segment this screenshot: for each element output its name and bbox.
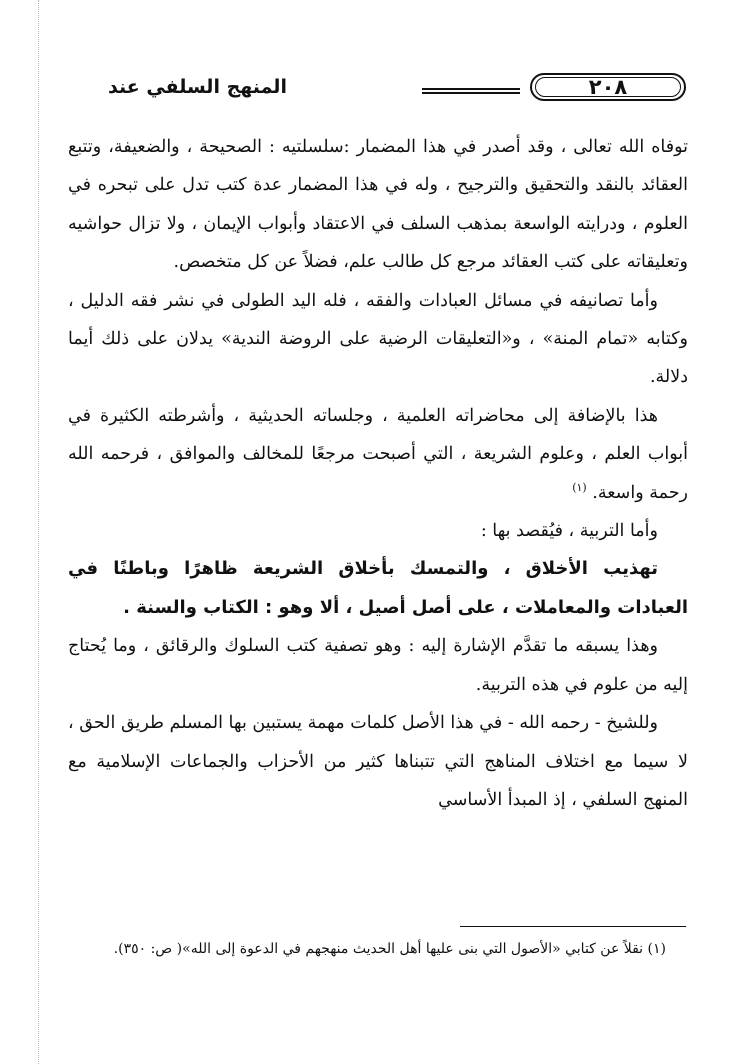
footnote-reference[interactable]: (١) xyxy=(572,480,587,494)
page-number-badge xyxy=(530,73,686,101)
paragraph-3-text: هذا بالإضافة إلى محاضراته العلمية ، وجلساته الحديثية ، وأشرطته الكثيرة في أبواب العلم ، وعلوم الشريعة ، التي أصبحت مرجعًا للمخالف والموافق ، فرحمه الله رحمة واسعة. xyxy=(68,405,688,503)
page-header xyxy=(86,72,690,108)
running-title: المنهج السلفي عند xyxy=(108,76,287,98)
paragraph-7: وللشيخ - رحمه الله - في هذا الأصل كلمات مهمة يستبين بها المسلم طريق الحق ، لا سيما مع اختلاف المناهج التي تتبناها كثير من الأحزاب والجماعات الإسلامية مع المنهج السلفي ، إذ المبدأ الأساسي xyxy=(68,713,688,810)
main-text xyxy=(68,128,688,819)
paragraph-4: وأما التربية ، فيُقصد بها : xyxy=(480,521,658,542)
footnote-text: (١) نقلاً عن كتابي «الأصول التي بنى عليها أهل الحديث منهجهم في الدعوة إلى الله»( ص: ٣٥٠). xyxy=(113,941,666,957)
paragraph-2: وأما تصانيفه في مسائل العبادات والفقه ، فله اليد الطولى في نشر فقه الدليل ، وكتابه «تمام المنة» ، و«التعليقات الرضية على الروضة الندية» يدلان على ذلك أيما دلالة. xyxy=(68,290,688,388)
footnote xyxy=(68,934,688,964)
header-rule-right xyxy=(422,88,520,94)
paragraph-5-bold: تهذيب الأخلاق ، والتمسك بأخلاق الشريعة ظاهرًا وباطنًا في العبادات والمعاملات ، على أصل أصيل ، ألا وهو : الكتاب والسنة . xyxy=(68,558,688,618)
paragraph-6: وهذا يسبقه ما تقدَّم الإشارة إليه : وهو تصفية كتب السلوك والرقائق ، وما يُحتاج إليه من علوم في هذه التربية. xyxy=(68,636,688,695)
margin-dotted-rule xyxy=(38,0,39,1064)
page-number: ٢٠٨ xyxy=(588,75,628,99)
paragraph-1: توفاه الله تعالى ، وقد أصدر في هذا المضمار :سلسلتيه : الصحيحة ، والضعيفة، وتتبع العقائد بالنقد والتحقيق والترجيح ، وله في هذا المضمار عدة كتب تدل على تبحره في العلوم ، ودرايته الواسعة بمذهب السلف في الاعتقاد وأبواب الإيمان ، ولا تزال حواشيه وتعليقاته على كتب العقائد مرجع كل طالب علم، فضلاً عن كل متخصص. xyxy=(68,137,688,273)
footnote-separator xyxy=(460,926,686,927)
paragraph-3 xyxy=(68,397,688,512)
